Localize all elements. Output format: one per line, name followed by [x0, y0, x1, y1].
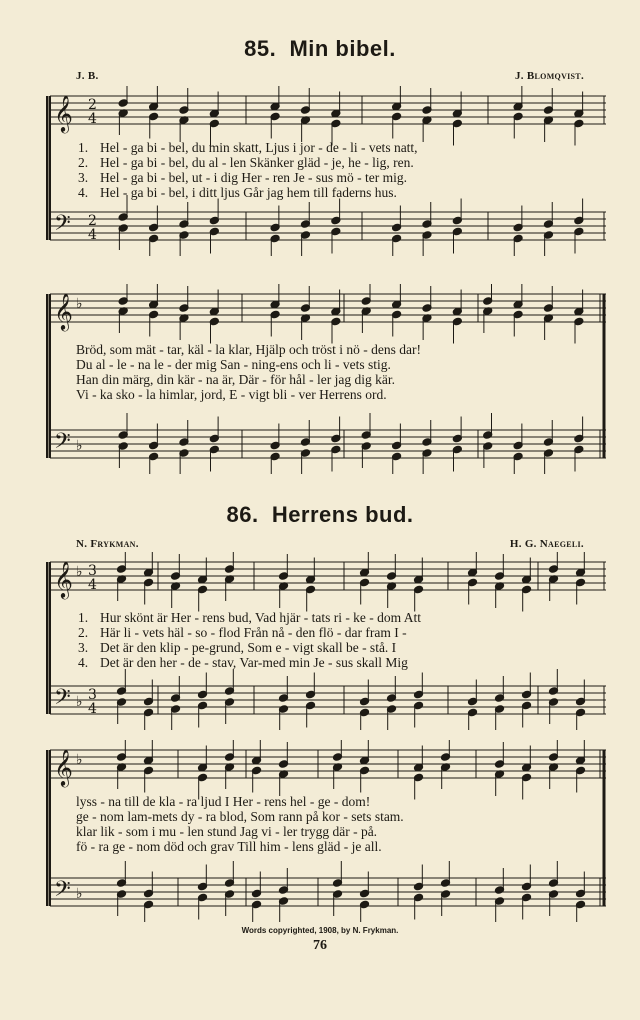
lyric-line: 2. Hel - ga bi - bel, du al - len Skänker gläd - je, he - lig, ren. — [78, 155, 414, 170]
time-signature: 4 — [88, 701, 97, 717]
hymn-86-composer: H. G. Naegeli. — [509, 538, 584, 550]
page-number: 76 — [313, 938, 327, 953]
flat-icon: ♭ — [76, 438, 83, 454]
hymn-85-composer: J. Blomqvist. — [515, 70, 584, 82]
copyright-note: Words copyrighted, 1908, by N. Frykman. — [241, 926, 399, 935]
bass-clef-icon: 𝄢 — [54, 429, 71, 459]
time-signature: 3 — [88, 687, 97, 703]
time-signature: 4 — [88, 111, 97, 127]
lyric-line: 1. Hel - ga bi - bel, du min skatt, Ljus i jor - de - li - vets natt, — [78, 140, 418, 155]
lyric-line: fö - ra ge - nom död och grav Till him - lens gläd - je all. — [76, 839, 382, 854]
flat-icon: ♭ — [76, 886, 83, 902]
lyric-line: klar lik - som i mu - len stund Jag vi - ler trygg där - på. — [76, 824, 378, 839]
lyric-line: 1. Hur skönt är Her - rens bud, Vad hjär - tats ri - ke - dom Att — [78, 610, 422, 625]
hymn-86-system-1-lyrics — [46, 610, 610, 670]
lyric-line: Bröd, som mät - tar, käl - la klar, Hjälp och tröst i nö - dens dar! — [76, 342, 421, 357]
bass-clef-icon: 𝄢 — [54, 685, 71, 715]
time-signature: 2 — [88, 97, 97, 113]
hymn-85-lyricist: J. B. — [76, 70, 99, 82]
hymn-85-system-2-lyrics — [46, 342, 610, 402]
lyric-line: lyss - na till de kla - ra ljud I Her - rens hel - ge - dom! — [76, 794, 371, 809]
hymn-86-title: 86. Herrens bud. — [226, 502, 414, 527]
time-signature: 4 — [88, 577, 97, 593]
lyric-line: 4. Det är den her - de - stav, Var-med min Je - sus skall Mig — [78, 655, 408, 670]
lyric-line: Han din märg, din kär - na är, Där - för hål - ler jag dig kär. — [76, 372, 395, 387]
treble-clef-icon: 𝄞 — [54, 292, 73, 330]
hymn-85-title: 85. Min bibel. — [244, 36, 396, 61]
bass-clef-icon: 𝄢 — [54, 211, 71, 241]
hymn-85-system-1-lyrics — [46, 140, 610, 200]
treble-clef-icon: 𝄞 — [54, 560, 73, 598]
bass-clef-icon: 𝄢 — [54, 877, 71, 907]
lyric-line: 3. Hel - ga bi - bel, ut - i dig Her - ren Je - sus mö - ter mig. — [78, 170, 408, 185]
flat-icon: ♭ — [76, 564, 83, 580]
lyric-line: 4. Hel - ga bi - bel, i ditt ljus Går jag hem till faderns hus. — [78, 185, 397, 200]
flat-icon: ♭ — [76, 296, 83, 312]
treble-clef-icon: 𝄞 — [54, 94, 73, 132]
time-signature: 3 — [88, 563, 97, 579]
flat-icon: ♭ — [76, 694, 83, 710]
hymn-86-lyricist: N. Frykman. — [76, 538, 139, 550]
hymn-86-system-2-lyrics — [46, 794, 610, 854]
time-signature: 2 — [88, 213, 97, 229]
flat-icon: ♭ — [76, 752, 83, 768]
time-signature: 4 — [88, 227, 97, 243]
lyric-line: Vi - ka sko - la himlar, jord, E - vigt bli - ver Herrens ord. — [76, 387, 387, 402]
lyric-line: 2. Här li - vets häl - so - flod Från nå - den flö - dar fram I - — [78, 625, 407, 640]
treble-clef-icon: 𝄞 — [54, 748, 73, 786]
lyric-line: Du al - le - na le - der mig San - ning-ens och li - vets stig. — [76, 357, 391, 372]
lyric-line: 3. Det är den klip - pe-grund, Som e - vigt skall be - stå. I — [78, 640, 397, 655]
lyric-line: ge - nom lam-mets dy - ra blod, Som rann på kor - sets stam. — [76, 809, 404, 824]
